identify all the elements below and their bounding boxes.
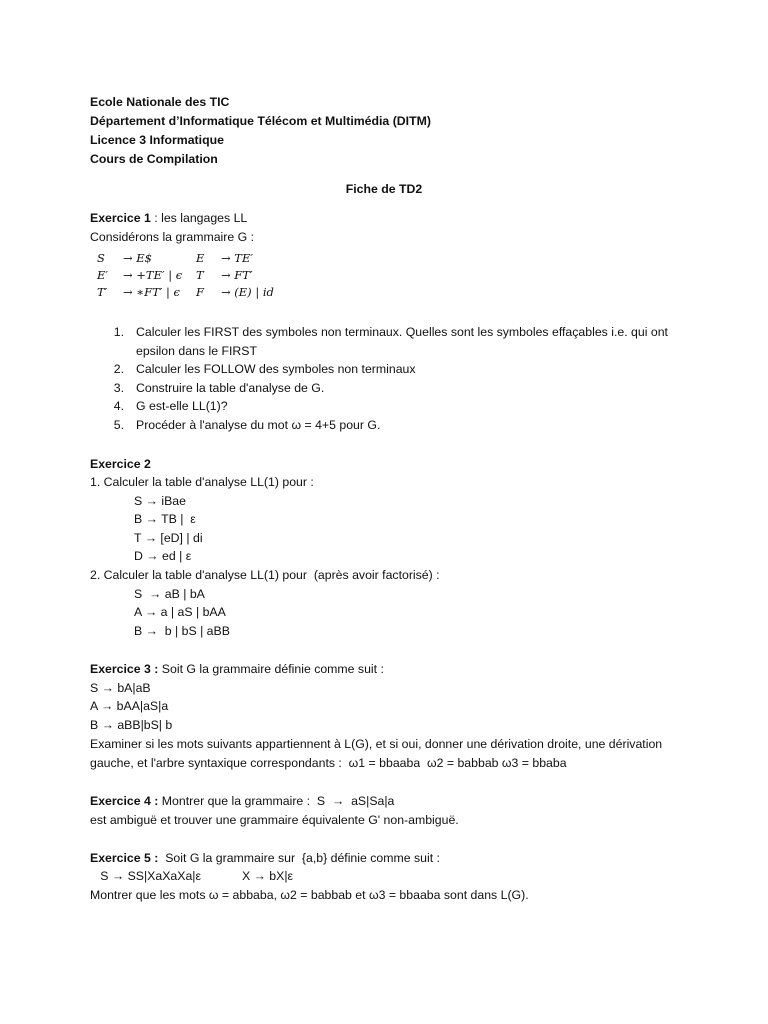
ex3-heading-suffix: Soit G la grammaire définie comme suit : xyxy=(158,662,384,676)
grammar-rhs: → E$ xyxy=(123,251,153,265)
grammar-rhs: → ∗FT′ | ϵ xyxy=(123,285,180,299)
grammar-rhs: → FT′ xyxy=(221,268,253,282)
grammar-lhs: S xyxy=(97,251,105,265)
grammar-rule: S → iBae xyxy=(134,494,186,508)
grammar-lhs: T′ xyxy=(97,285,108,299)
ex3-text-line-1: Examiner si les mots suivants appartiennent à L(G), et si oui, donner une dérivation droite, une dérivation xyxy=(90,737,663,751)
ex1-intro: Considérons la grammaire G : xyxy=(90,230,255,244)
grammar-rule: B → b | bS | aBB xyxy=(134,624,230,638)
ex2-heading: Exercice 2 xyxy=(90,457,151,471)
grammar-rhs: → TE′ xyxy=(221,251,253,265)
grammar-rule: S → SS|XaXaXa|ε X → bX|ε xyxy=(90,869,294,883)
page-title: Fiche de TD2 xyxy=(345,182,423,196)
list-item-text: Procéder à l'analyse du mot ω = 4+5 pour G. xyxy=(136,418,381,432)
ex1-heading-suffix: : les langages LL xyxy=(150,211,248,225)
ex1-heading-label: Exercice 1 xyxy=(90,211,151,225)
list-item-text: Calculer les FIRST des symboles non terminaux. Quelles sont les symboles effaçables i.e. qui ont xyxy=(136,325,668,339)
ex2-question-2: 2. Calculer la table d'analyse LL(1) pour (après avoir factorisé) : xyxy=(90,568,440,582)
school-name: Ecole Nationale des TIC xyxy=(90,95,230,109)
ex5-heading-label: Exercice 5 : xyxy=(90,851,159,865)
ex5-heading-suffix: Soit G la grammaire sur {a,b} définie comme suit : xyxy=(158,851,440,865)
list-item-text: epsilon dans le FIRST xyxy=(136,344,257,358)
ex3-heading xyxy=(90,660,384,679)
ex1-heading xyxy=(90,209,247,228)
licence-name: Licence 3 Informatique xyxy=(90,133,224,147)
grammar-rule: B → aBB|bS| b xyxy=(90,718,173,732)
grammar-lhs: E′ xyxy=(97,268,109,282)
list-item-number: 2. xyxy=(113,362,124,376)
grammar-lhs: E xyxy=(196,251,205,265)
department-name: Département d’Informatique Télécom et Multimédia (DITM) xyxy=(90,114,431,128)
grammar-lhs: F xyxy=(196,285,204,299)
list-item-text: Calculer les FOLLOW des symboles non terminaux xyxy=(136,362,416,376)
list-item-number: 4. xyxy=(113,399,124,413)
ex4-heading-suffix: Montrer que la grammaire : S → aS|Sa|a xyxy=(158,794,395,808)
ex5-text: Montrer que les mots ω = abbaba, ω2 = babbab et ω3 = bbaaba sont dans L(G). xyxy=(90,888,529,902)
ex5-heading xyxy=(90,849,440,868)
list-item-text: G est-elle LL(1)? xyxy=(136,399,228,413)
grammar-rule: S → bA|aB xyxy=(90,681,151,695)
ex3-text-line-2: gauche, et l'arbre syntaxique correspondants : ω1 = bbaaba ω2 = babbab ω3 = bbaba xyxy=(90,756,567,770)
ex4-text: est ambiguë et trouver une grammaire équivalente G' non-ambiguë. xyxy=(90,813,459,827)
grammar-lhs: T xyxy=(196,268,204,282)
list-item-text: Construire la table d'analyse de G. xyxy=(136,381,325,395)
list-item-number: 5. xyxy=(113,418,124,432)
list-item-number: 3. xyxy=(113,381,124,395)
grammar-rhs: → (E) | id xyxy=(221,285,274,299)
grammar-rule: B → TB | ε xyxy=(134,512,196,526)
ex3-heading-label: Exercice 3 : xyxy=(90,662,159,676)
grammar-rule: A → bAA|aS|a xyxy=(90,699,169,713)
grammar-rule: T → [eD] | di xyxy=(134,531,203,545)
grammar-rhs: → +TE′ | ϵ xyxy=(123,268,183,282)
list-item-number: 1. xyxy=(113,325,124,339)
grammar-rule: A → a | aS | bAA xyxy=(134,605,226,619)
ex2-question-1: 1. Calculer la table d'analyse LL(1) pour : xyxy=(90,475,314,489)
ex4-heading-label: Exercice 4 : xyxy=(90,794,159,808)
ex4-heading xyxy=(90,792,394,811)
course-name: Cours de Compilation xyxy=(90,152,218,166)
grammar-rule: D → ed | ε xyxy=(134,549,192,563)
grammar-rule: S → aB | bA xyxy=(134,587,205,601)
